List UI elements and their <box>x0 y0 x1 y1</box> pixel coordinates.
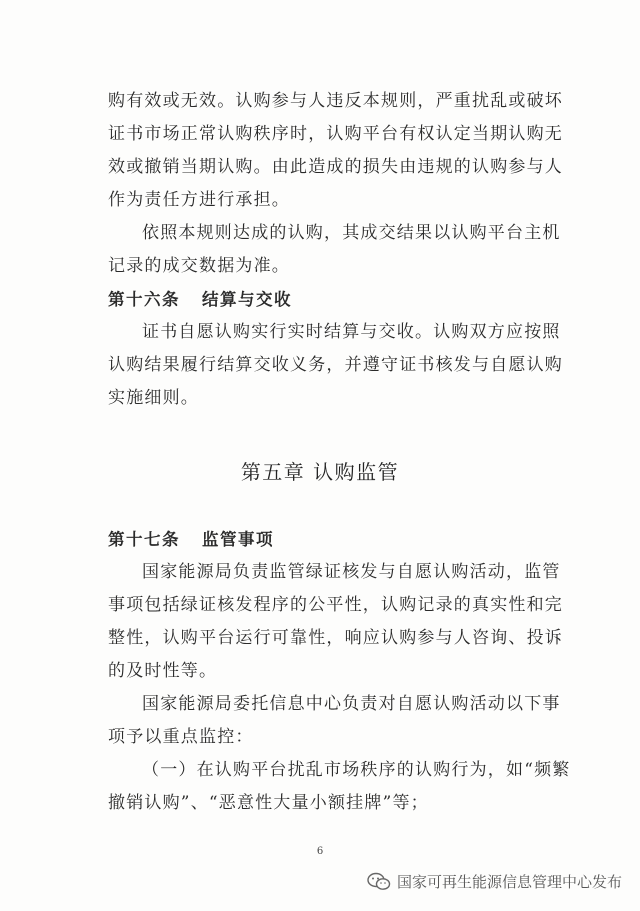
article-17-item-1: （一）在认购平台扰乱市场秩序的认购行为，如“频繁撤销认购”、“恶意性大量小额挂牌”等； <box>108 760 571 813</box>
block-top <box>108 85 578 415</box>
wechat-icon <box>367 872 391 892</box>
article-16-paragraph: 证书自愿认购实行实时结算与交收。认购双方应按照认购结果履行结算交收义务，并遵守证书核发与自愿认购实施细则。 <box>108 322 563 408</box>
article-16-heading <box>108 283 578 316</box>
article-16-title: 结算与交收 <box>202 290 292 309</box>
block-bottom <box>108 523 578 820</box>
article-17-number: 第十七条 <box>108 530 180 549</box>
paragraph-settlement-record: 依照本规则达成的认购，其成交结果以认购平台主机记录的成交数据为准。 <box>108 223 561 276</box>
article-17-heading <box>108 523 578 556</box>
watermark <box>367 871 622 892</box>
article-17-title: 监管事项 <box>202 530 274 549</box>
article-16-number: 第十六条 <box>108 290 180 309</box>
chapter-title: 第五章 认购监管 <box>240 460 400 484</box>
paragraph-continuation: 购有效或无效。认购参与人违反本规则，严重扰乱或破坏证书市场正常认购秩序时，认购平台有权认定当期认购无效或撤销当期认购。由此造成的损失由违规的认购参与人作为责任方进行承担。 <box>108 91 563 210</box>
page-number: 6 <box>316 846 324 857</box>
article-17-paragraph-1: 国家能源局负责监管绿证核发与自愿认购活动，监管事项包括绿证核发程序的公平性，认购记录的真实性和完整性，认购平台运行可靠性，响应认购参与人咨询、投诉的及时性等。 <box>108 562 563 681</box>
watermark-text: 国家可再生能源信息管理中心发布 <box>396 873 622 891</box>
article-17-paragraph-2: 国家能源局委托信息中心负责对自愿认购活动以下事项予以重点监控： <box>108 694 561 747</box>
